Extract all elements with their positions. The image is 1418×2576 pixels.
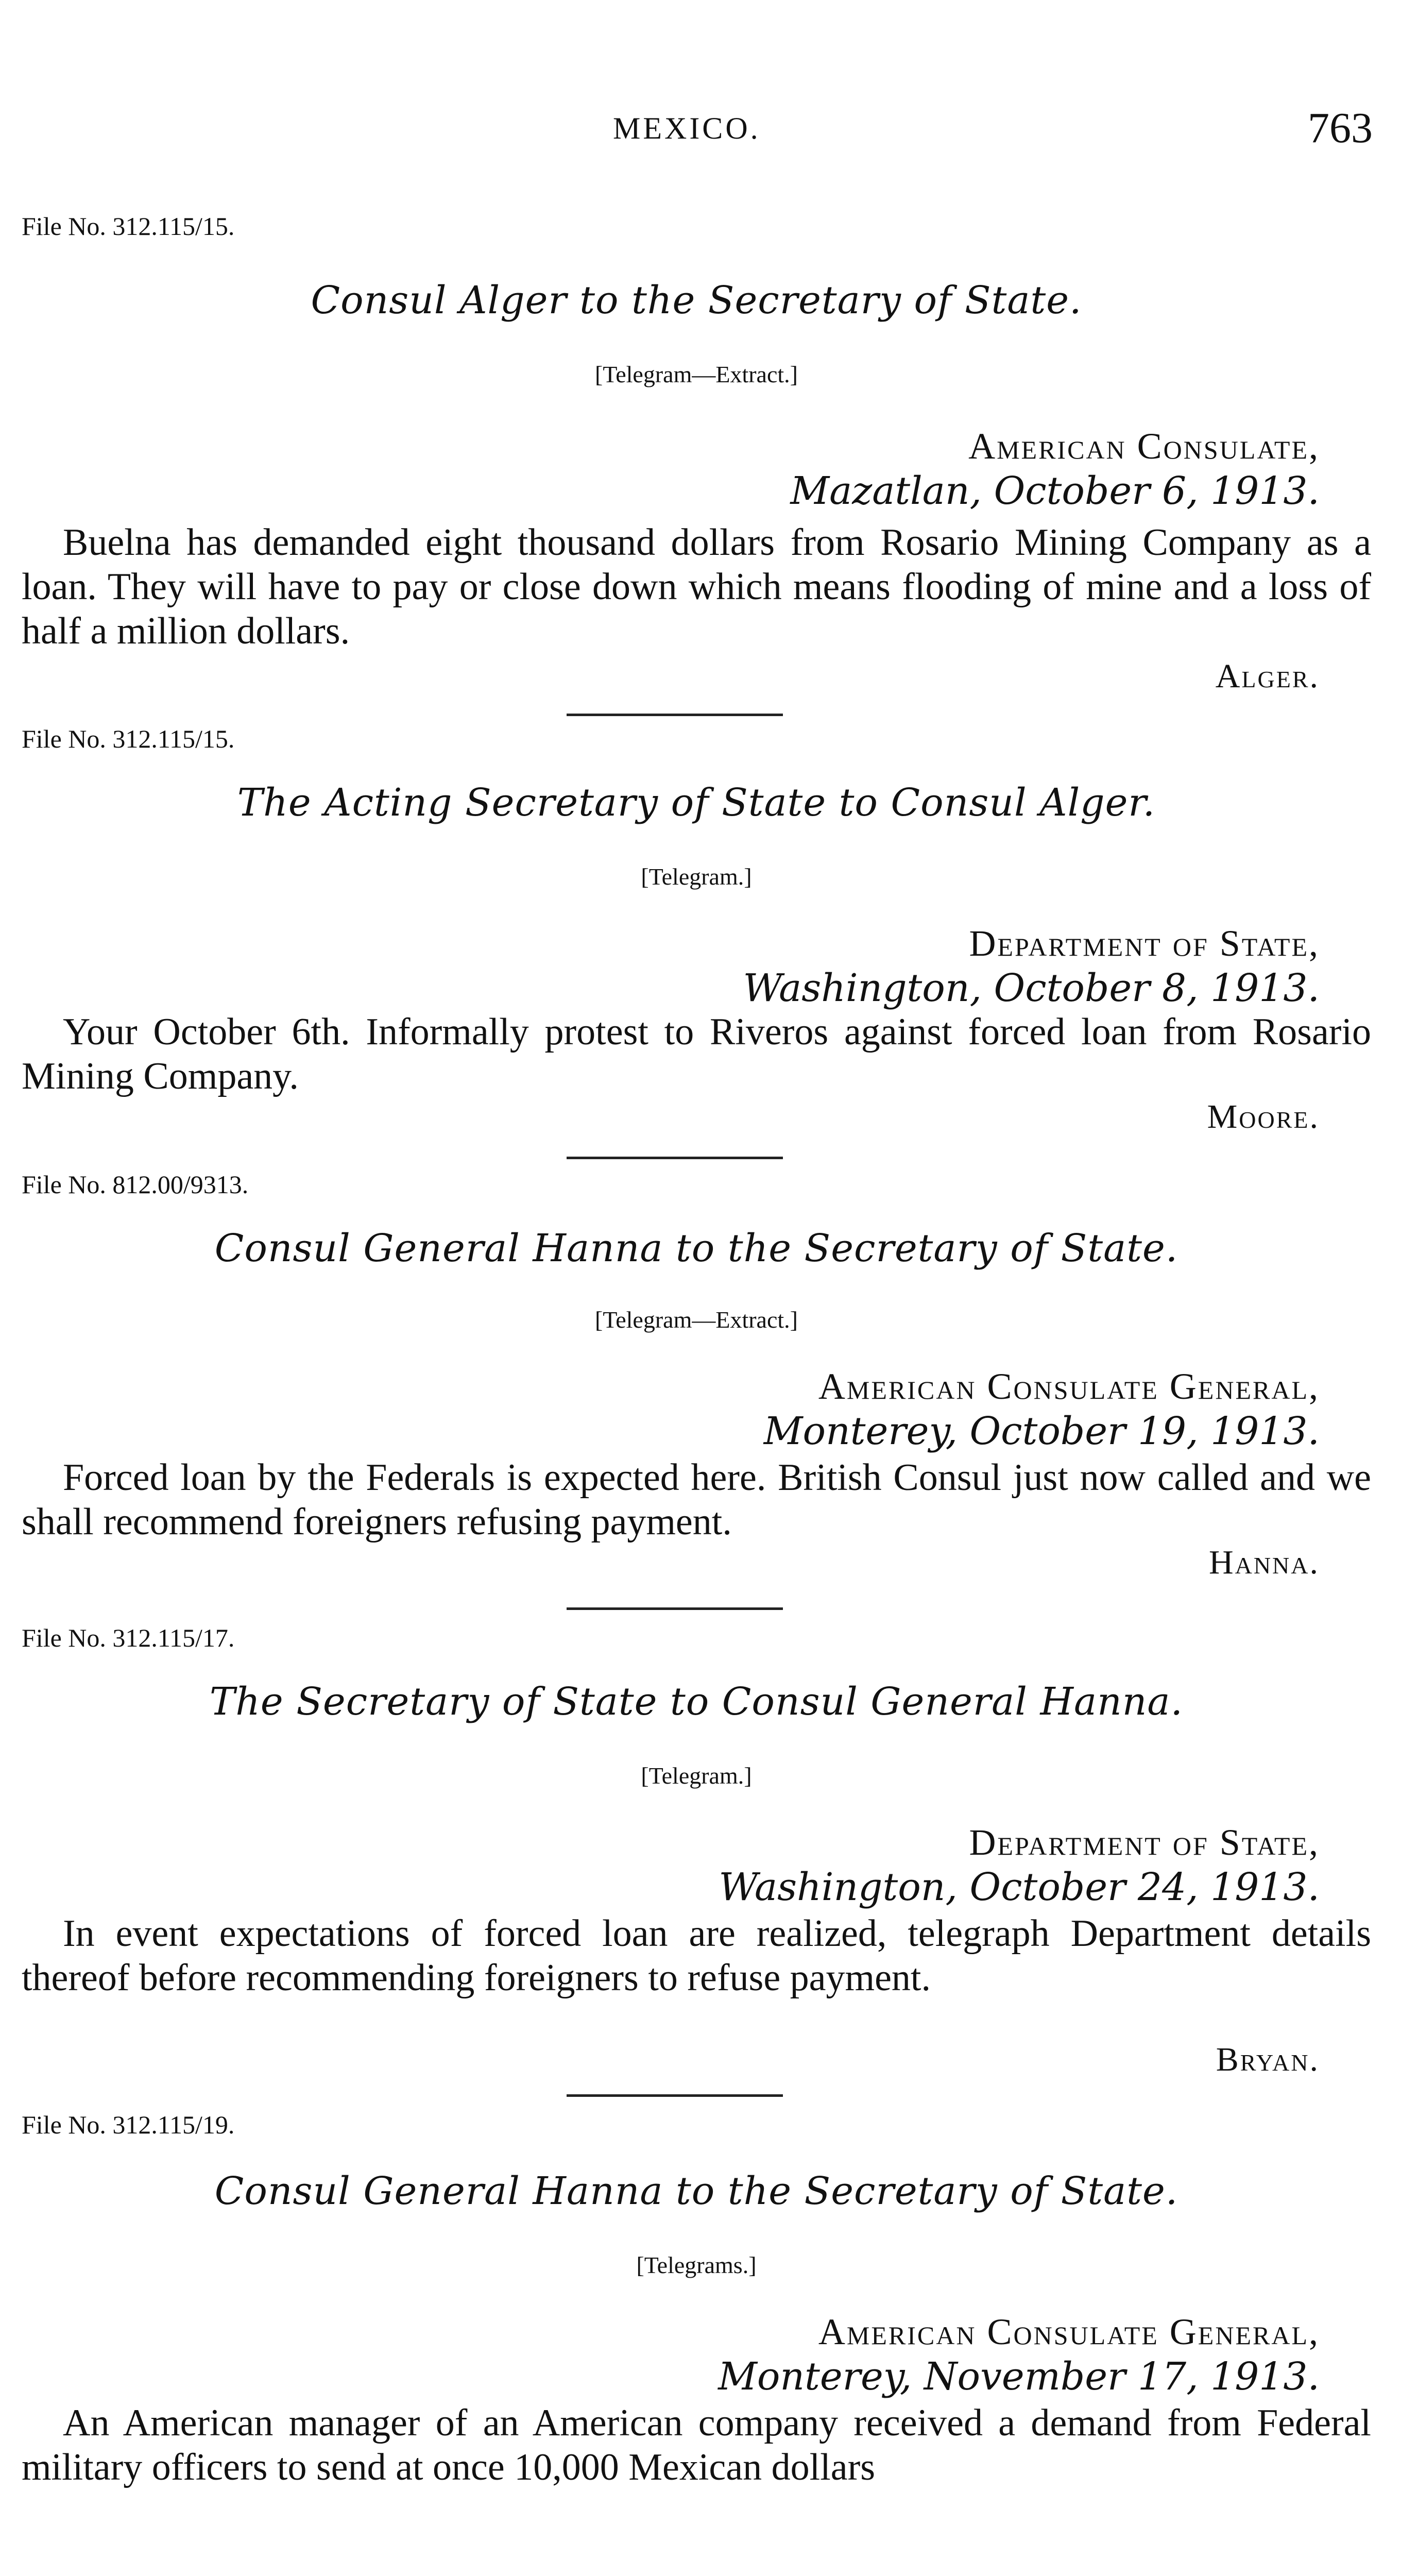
entry-body: Your October 6th. Informally protest to Riveros against forced loan from Rosario Mining Company. [22, 1011, 1371, 1097]
dateline: Washington, October 8, 1913. [743, 966, 1320, 1010]
signature: Moore. [1207, 1098, 1320, 1136]
sender-place: American Consulate General, [818, 2311, 1320, 2352]
page-number: 763 [1308, 104, 1373, 152]
dateline: Monterey, November 17, 1913. [718, 2354, 1320, 2399]
signature: Hanna. [1208, 1544, 1320, 1581]
entry-heading: Consul Alger to the Secretary of State. [311, 278, 1082, 323]
file-number: File No. 312.115/19. [22, 2110, 235, 2139]
sender-place: American Consulate, [968, 426, 1320, 467]
entry-subhead: [Telegram—Extract.] [595, 361, 798, 387]
section-divider [567, 1607, 783, 1610]
entry-body: An American manager of an American company received a demand from Federal military officers to send at once 10,000 Mexican dollars [22, 2402, 1371, 2488]
entry-heading: Consul General Hanna to the Secretary of State. [214, 1226, 1178, 1270]
dateline: Washington, October 24, 1913. [719, 1865, 1320, 1909]
entry-heading: The Secretary of State to Consul General Hanna. [209, 1680, 1184, 1724]
section-divider [567, 2094, 783, 2097]
entry-subhead: [Telegrams.] [636, 2252, 757, 2278]
sender-place: American Consulate General, [818, 1366, 1320, 1407]
entry-subhead: [Telegram.] [641, 1762, 752, 1789]
file-number: File No. 812.00/9313. [22, 1170, 249, 1199]
entry-body: In event expectations of forced loan are realized, telegraph Department details thereof before recommending foreigners to refuse payment. [22, 1912, 1371, 1999]
entry-body: Forced loan by the Federals is expected here. British Consul just now called and we shall recommend foreigners refusing payment. [22, 1456, 1371, 1543]
entry-heading: Consul General Hanna to the Secretary of State. [214, 2169, 1178, 2213]
sender-place: Department of State, [969, 923, 1320, 964]
sender-place: Department of State, [969, 1822, 1320, 1863]
signature: Alger. [1215, 657, 1320, 695]
dateline: Mazatlan, October 6, 1913. [790, 469, 1320, 513]
file-number: File No. 312.115/17. [22, 1623, 235, 1652]
section-divider [567, 1157, 783, 1159]
file-number: File No. 312.115/15. [22, 212, 235, 241]
section-divider [567, 714, 783, 716]
file-number: File No. 312.115/15. [22, 724, 235, 753]
entry-heading: The Acting Secretary of State to Consul Alger. [237, 781, 1156, 825]
entry-subhead: [Telegram—Extract.] [595, 1307, 798, 1333]
entry-subhead: [Telegram.] [641, 863, 752, 890]
entry-body: Buelna has demanded eight thousand dollars from Rosario Mining Company as a loan. They will have to pay or close down which means flooding of mine and a loss of half a million dollars. [22, 521, 1371, 652]
signature: Bryan. [1216, 2041, 1320, 2078]
running-header-title: MEXICO. [613, 111, 761, 145]
dateline: Monterey, October 19, 1913. [763, 1409, 1320, 1453]
